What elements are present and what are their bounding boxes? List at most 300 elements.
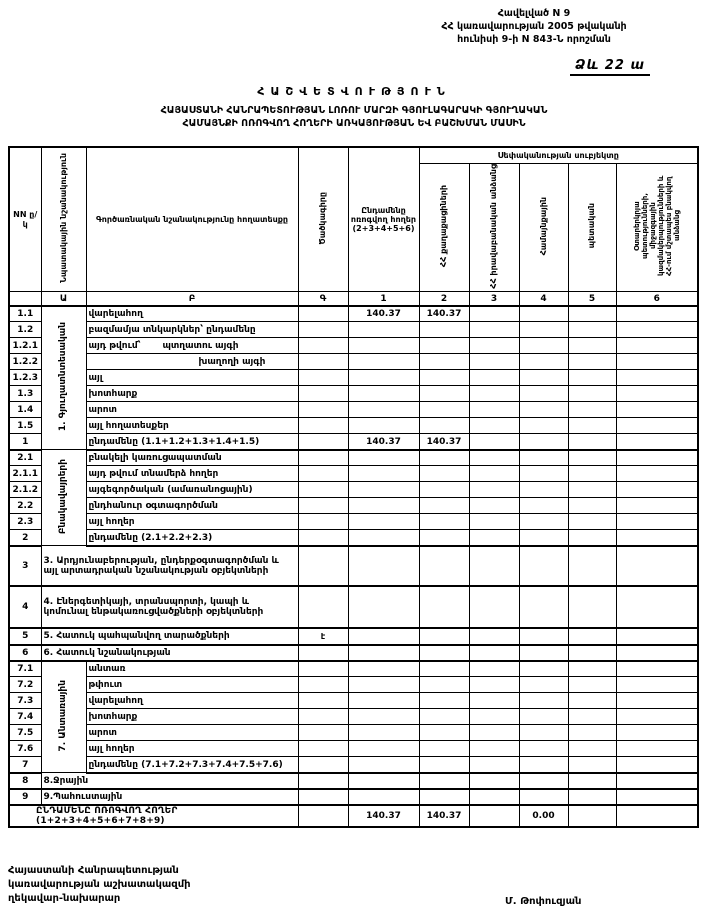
letter-cell: 5 [568, 292, 616, 306]
value-cell-col6 [616, 530, 698, 546]
table-row [9, 338, 698, 354]
value-cell-col3 [469, 354, 519, 370]
code-cell [298, 434, 348, 450]
value-cell-col4 [519, 338, 568, 354]
value-cell-col1 [348, 661, 419, 677]
value-cell-col3 [469, 789, 519, 805]
col-header-purpose [41, 147, 86, 292]
value-cell-col5 [568, 709, 616, 725]
value-cell-col3 [469, 466, 519, 482]
row-number-cell: 1.2.2 [9, 354, 41, 370]
letter-cell: 2 [419, 292, 469, 306]
land-use-cell: արոտ [86, 402, 298, 418]
value-cell-col1 [348, 482, 419, 498]
code-cell [298, 322, 348, 338]
land-use-cell: ընդամենը (7.1+7.2+7.3+7.4+7.5+7.6) [86, 757, 298, 773]
table-row [9, 546, 698, 586]
value-cell-col5 [568, 418, 616, 434]
row-number-cell: 1.2.3 [9, 370, 41, 386]
code-cell [298, 693, 348, 709]
code-cell [298, 725, 348, 741]
value-cell-col4 [519, 725, 568, 741]
value-cell-col3 [469, 645, 519, 661]
value-cell-col3 [469, 725, 519, 741]
land-use-cell: ընդհանուր օգտագործման [86, 498, 298, 514]
letter-cell [9, 292, 41, 306]
table-row [9, 466, 698, 482]
value-cell-col1 [348, 586, 419, 628]
value-cell-col2: 140.37 [419, 434, 469, 450]
value-cell-col2 [419, 498, 469, 514]
land-use-cell [86, 338, 298, 354]
value-cell-col3 [469, 677, 519, 693]
owner-state-label: պետական [587, 203, 597, 249]
value-cell-col6 [616, 498, 698, 514]
code-cell [298, 482, 348, 498]
value-cell-col3 [469, 370, 519, 386]
value-cell-col6 [616, 322, 698, 338]
value-cell-col4 [519, 386, 568, 402]
land-use-cell: 5. Հատուկ պահպանվող տարածքների [41, 628, 298, 645]
land-use-cell: այգեգործական (ամառանոցային) [86, 482, 298, 498]
value-cell-col5 [568, 354, 616, 370]
code-cell [298, 306, 348, 322]
code-cell [298, 789, 348, 805]
value-cell-col1: 140.37 [348, 306, 419, 322]
value-cell-col3 [469, 338, 519, 354]
value-cell-col5 [568, 306, 616, 322]
value-cell-col3 [469, 402, 519, 418]
value-cell-col5 [568, 466, 616, 482]
letter-cell: 6 [616, 292, 698, 306]
value-cell-col2 [419, 725, 469, 741]
code-cell [298, 498, 348, 514]
value-cell-col3 [469, 693, 519, 709]
table-row [9, 530, 698, 546]
irrigated-lands-table [8, 146, 699, 828]
land-use-cell: այլ [86, 370, 298, 386]
value-cell-col3 [469, 322, 519, 338]
row-number-cell: 2.1.2 [9, 482, 41, 498]
row-number-cell: 7.1 [9, 661, 41, 677]
value-cell-col4 [519, 402, 568, 418]
value-cell-col5 [568, 757, 616, 773]
value-cell-col4 [519, 628, 568, 645]
code-cell [298, 402, 348, 418]
table-row [9, 498, 698, 514]
value-cell-col2 [419, 450, 469, 466]
land-use-cell: ընդամենը (2.1+2.2+2.3) [86, 530, 298, 546]
row-number-cell: 2.2 [9, 498, 41, 514]
row-number-cell: 7.5 [9, 725, 41, 741]
value-cell-col6 [616, 677, 698, 693]
value-cell-col6 [616, 354, 698, 370]
value-cell-col2 [419, 402, 469, 418]
total-row [9, 805, 698, 827]
value-cell-col6 [616, 450, 698, 466]
value-cell-col2 [419, 354, 469, 370]
value-cell-col4 [519, 322, 568, 338]
row-number-cell: 1.5 [9, 418, 41, 434]
value-cell-col5 [568, 338, 616, 354]
letter-cell: 4 [519, 292, 568, 306]
row-number-cell: 3 [9, 546, 41, 586]
code-cell [298, 450, 348, 466]
table-row [9, 693, 698, 709]
value-cell-col1 [348, 370, 419, 386]
value-cell-col4: 0.00 [519, 805, 568, 827]
report-subtitle [0, 104, 708, 131]
land-use-cell: 3. Արդյունաբերության, ընդերքօգտագործման և այլ արտադրական նշանակության օբյեկտների [41, 546, 298, 586]
value-cell-col2 [419, 546, 469, 586]
row-number-cell: 4 [9, 586, 41, 628]
table-row [9, 586, 698, 628]
row-number-cell: 5 [9, 628, 41, 645]
value-cell-col1 [348, 709, 419, 725]
value-cell-col2 [419, 514, 469, 530]
code-cell [298, 418, 348, 434]
row-number-cell: 7.3 [9, 693, 41, 709]
value-cell-col6 [616, 628, 698, 645]
value-cell-col1 [348, 498, 419, 514]
land-use-subtext: պտղատու այգի [162, 340, 239, 351]
value-cell-col6 [616, 773, 698, 789]
value-cell-col2 [419, 789, 469, 805]
row-number-cell: 1.1 [9, 306, 41, 322]
value-cell-col6 [616, 546, 698, 586]
value-cell-col4 [519, 482, 568, 498]
code-cell [298, 530, 348, 546]
row-number-cell: 2.3 [9, 514, 41, 530]
table-row [9, 709, 698, 725]
signatory-title-block [8, 864, 191, 906]
value-cell-col2 [419, 482, 469, 498]
land-use-cell: խոտհարք [86, 386, 298, 402]
value-cell-col1 [348, 402, 419, 418]
owner-citizens-label: ՀՀ քաղաքացիների [439, 184, 449, 267]
value-cell-col4 [519, 757, 568, 773]
land-use-cell: բնակելի կառուցապատման [86, 450, 298, 466]
letter-cell: Ա [41, 292, 86, 306]
value-cell-col1 [348, 645, 419, 661]
col-header-nn: NN ը/կ [9, 147, 41, 292]
value-cell-col5 [568, 546, 616, 586]
land-use-cell: 4. Էներգետիկայի, տրանսպորտի, կապի և կոմունալ ենթակառուցվածքների օբյեկտների [41, 586, 298, 628]
table-row [9, 306, 698, 322]
value-cell-col1 [348, 725, 419, 741]
value-cell-col4 [519, 514, 568, 530]
value-cell-col1 [348, 322, 419, 338]
value-cell-col4 [519, 693, 568, 709]
appendix-line-2: ՀՀ կառավարության 2005 թվականի [441, 20, 627, 32]
code-cell [298, 386, 348, 402]
code-cell [298, 741, 348, 757]
value-cell-col5 [568, 741, 616, 757]
col-header-total-irrigated: Ընդամենը ոռոգվող հողեր (2+3+4+5+6) [348, 147, 419, 292]
land-use-cell: այլ հողեր [86, 741, 298, 757]
value-cell-col6 [616, 418, 698, 434]
value-cell-col3 [469, 514, 519, 530]
table-row [9, 741, 698, 757]
value-cell-col1 [348, 628, 419, 645]
table-row [9, 434, 698, 450]
land-use-text: այդ թվում՝ [88, 340, 141, 351]
value-cell-col6 [616, 709, 698, 725]
appendix-line-1: Հավելված N 9 [497, 8, 571, 19]
subtitle-line-1: ՀԱՅԱՍՏԱՆԻ ՀԱՆՐԱՊԵՏՈՒԹՅԱՆ ԼՈՌՈՒ ՄԱՐԶԻ ԳՅՈՒԼԱԳԱՐԱԿԻ ԳՅՈՒՂԱԿԱՆ [160, 105, 548, 116]
value-cell-col4 [519, 306, 568, 322]
value-cell-col4 [519, 645, 568, 661]
value-cell-col5 [568, 386, 616, 402]
value-cell-col4 [519, 773, 568, 789]
column-letter-row [9, 292, 698, 306]
category-vertical-label: Բնակավայրերի [58, 458, 69, 534]
value-cell-col1 [348, 418, 419, 434]
land-use-cell: այդ թվում տնամերձ հողեր [86, 466, 298, 482]
report-title: ՀԱՇՎԵՏՎՈՒԹՅՈՒՆ [257, 85, 451, 98]
value-cell-col1 [348, 693, 419, 709]
value-cell-col4 [519, 418, 568, 434]
value-cell-col6 [616, 402, 698, 418]
table-row [9, 725, 698, 741]
value-cell-col5 [568, 370, 616, 386]
value-cell-col1 [348, 741, 419, 757]
appendix-line-3: հունիսի 9-ի N 843-Ն որոշման [457, 33, 611, 45]
value-cell-col5 [568, 514, 616, 530]
value-cell-col3 [469, 498, 519, 514]
value-cell-col1 [348, 450, 419, 466]
code-header-label: Ծածկագիրը [318, 191, 328, 245]
ownership-group-header: Սեփականության սուբյեկտը [419, 147, 698, 163]
table-row [9, 402, 698, 418]
value-cell-col3 [469, 661, 519, 677]
code-cell [298, 514, 348, 530]
value-cell-col6 [616, 338, 698, 354]
value-cell-col2 [419, 773, 469, 789]
row-number-cell: 1.2 [9, 322, 41, 338]
value-cell-col3 [469, 434, 519, 450]
table-row [9, 354, 698, 370]
table-row [9, 386, 698, 402]
row-number-cell: 1 [9, 434, 41, 450]
value-cell-col1 [348, 546, 419, 586]
value-cell-col2 [419, 677, 469, 693]
row-number-cell: 7.2 [9, 677, 41, 693]
owner-foreign-label: Օտարերկրյա պետությունների, միջազգային կազմակերպությունների և ՀՀ-ում մշտապես բնակվող անձանց [632, 175, 681, 277]
row-number-cell: 7.6 [9, 741, 41, 757]
value-cell-col6 [616, 789, 698, 805]
land-use-cell: 9.Պահուստային [41, 789, 298, 805]
value-cell-col3 [469, 709, 519, 725]
value-cell-col4 [519, 741, 568, 757]
value-cell-col2 [419, 645, 469, 661]
value-cell-col5 [568, 677, 616, 693]
value-cell-col4 [519, 370, 568, 386]
value-cell-col4 [519, 466, 568, 482]
table-row [9, 757, 698, 773]
row-number-cell: 9 [9, 789, 41, 805]
land-use-cell: այլ հողեր [86, 514, 298, 530]
signatory-line-3: ղեկավար-նախարար [8, 893, 121, 904]
value-cell-col1 [348, 530, 419, 546]
value-cell-col6 [616, 661, 698, 677]
value-cell-col2 [419, 628, 469, 645]
value-cell-col2 [419, 386, 469, 402]
row-number-cell: 2 [9, 530, 41, 546]
value-cell-col5 [568, 661, 616, 677]
value-cell-col4 [519, 434, 568, 450]
row-number-cell: 2.1 [9, 450, 41, 466]
value-cell-col6 [616, 482, 698, 498]
total-label-cell: ԸՆԴԱՄԵՆԸ ՈՌՈԳՎՈՂ ՀՈՂԵՐ (1+2+3+4+5+6+7+8+9) [9, 805, 298, 827]
value-cell-col6 [616, 645, 698, 661]
code-cell [298, 466, 348, 482]
table-row [9, 450, 698, 466]
value-cell-col4 [519, 677, 568, 693]
land-use-cell: 6. Հատուկ նշանակության [41, 645, 298, 661]
value-cell-col6 [616, 306, 698, 322]
value-cell-col3 [469, 546, 519, 586]
table-header [9, 147, 698, 306]
owner-community-label: Համայնքային [538, 196, 548, 256]
value-cell-col5 [568, 645, 616, 661]
value-cell-col1 [348, 757, 419, 773]
value-cell-col6 [616, 586, 698, 628]
value-cell-col6 [616, 434, 698, 450]
row-number-cell: 1.4 [9, 402, 41, 418]
value-cell-col1: 140.37 [348, 434, 419, 450]
table-row [9, 645, 698, 661]
value-cell-col2 [419, 370, 469, 386]
table-row [9, 661, 698, 677]
row-number-cell: 2.1.1 [9, 466, 41, 482]
code-cell [298, 661, 348, 677]
letter-cell: 1 [348, 292, 419, 306]
land-use-cell: անտառ [86, 661, 298, 677]
category-label-cell [41, 661, 86, 773]
value-cell-col3 [469, 628, 519, 645]
table-row [9, 482, 698, 498]
category-vertical-label: 7. Անտառային [58, 679, 69, 752]
value-cell-col6 [616, 693, 698, 709]
row-number-cell: 1.2.1 [9, 338, 41, 354]
value-cell-col2 [419, 741, 469, 757]
table-row [9, 370, 698, 386]
value-cell-col3 [469, 386, 519, 402]
value-cell-col6 [616, 725, 698, 741]
value-cell-col5 [568, 498, 616, 514]
value-cell-col3 [469, 306, 519, 322]
form-number-note: Ձև 22 ա [570, 58, 650, 76]
value-cell-col4 [519, 586, 568, 628]
land-use-cell: այլ հողատեսքեր [86, 418, 298, 434]
value-cell-col5 [568, 628, 616, 645]
value-cell-col6 [616, 386, 698, 402]
value-cell-col3 [469, 586, 519, 628]
value-cell-col3 [469, 530, 519, 546]
land-use-cell: թփուտ [86, 677, 298, 693]
value-cell-col4 [519, 450, 568, 466]
value-cell-col4 [519, 789, 568, 805]
table-row [9, 773, 698, 789]
row-number-cell: 7.4 [9, 709, 41, 725]
signatory-line-2: կառավարության աշխատակազմի [8, 879, 191, 890]
row-number-cell: 8 [9, 773, 41, 789]
value-cell-col1 [348, 677, 419, 693]
value-cell-col5 [568, 789, 616, 805]
code-cell [298, 709, 348, 725]
code-cell: է [298, 628, 348, 645]
value-cell-col2 [419, 757, 469, 773]
land-use-cell: խաղողի այգի [86, 354, 298, 370]
value-cell-col2 [419, 586, 469, 628]
value-cell-col2: 140.37 [419, 306, 469, 322]
value-cell-col2: 140.37 [419, 805, 469, 827]
code-cell [298, 546, 348, 586]
purpose-header-label: Նպատակային նշանակություն [58, 153, 68, 284]
land-use-cell: արոտ [86, 725, 298, 741]
report-table-body [9, 306, 698, 827]
code-cell [298, 354, 348, 370]
value-cell-col5 [568, 725, 616, 741]
value-cell-col1 [348, 789, 419, 805]
table-row [9, 628, 698, 645]
table-row [9, 418, 698, 434]
value-cell-col2 [419, 709, 469, 725]
letter-cell: Բ [86, 292, 298, 306]
code-cell [298, 805, 348, 827]
land-use-cell: վարելահող [86, 306, 298, 322]
land-use-cell: 8.Ջրային [41, 773, 298, 789]
code-cell [298, 370, 348, 386]
col-header-code [298, 147, 348, 292]
value-cell-col3 [469, 805, 519, 827]
value-cell-col2 [419, 338, 469, 354]
value-cell-col2 [419, 530, 469, 546]
code-cell [298, 677, 348, 693]
land-use-cell: խոտհարք [86, 709, 298, 725]
value-cell-col3 [469, 482, 519, 498]
value-cell-col1: 140.37 [348, 805, 419, 827]
row-number-cell: 1.3 [9, 386, 41, 402]
value-cell-col6 [616, 741, 698, 757]
value-cell-col4 [519, 709, 568, 725]
value-cell-col5 [568, 434, 616, 450]
letter-cell: Գ [298, 292, 348, 306]
row-number-cell: 7 [9, 757, 41, 773]
table-row [9, 514, 698, 530]
value-cell-col5 [568, 482, 616, 498]
value-cell-col4 [519, 498, 568, 514]
land-use-cell: ընդամենը (1.1+1.2+1.3+1.4+1.5) [86, 434, 298, 450]
value-cell-col6 [616, 805, 698, 827]
value-cell-col6 [616, 514, 698, 530]
value-cell-col5 [568, 586, 616, 628]
value-cell-col1 [348, 514, 419, 530]
value-cell-col1 [348, 773, 419, 789]
value-cell-col2 [419, 466, 469, 482]
value-cell-col2 [419, 322, 469, 338]
value-cell-col5 [568, 773, 616, 789]
code-cell [298, 757, 348, 773]
subtitle-line-2: ՀԱՄԱՅՆՔԻ ՈՌՈԳՎՈՂ ՀՈՂԵՐԻ ԱՌԿԱՅՈՒԹՅԱՆ ԵՎ ԲԱՇԽՄԱՆ ՄԱՍԻՆ [182, 118, 526, 130]
value-cell-col4 [519, 530, 568, 546]
value-cell-col5 [568, 530, 616, 546]
letter-cell: 3 [469, 292, 519, 306]
value-cell-col6 [616, 370, 698, 386]
value-cell-col4 [519, 354, 568, 370]
category-vertical-label: 1. Գյուղատնտեսական [58, 321, 69, 432]
